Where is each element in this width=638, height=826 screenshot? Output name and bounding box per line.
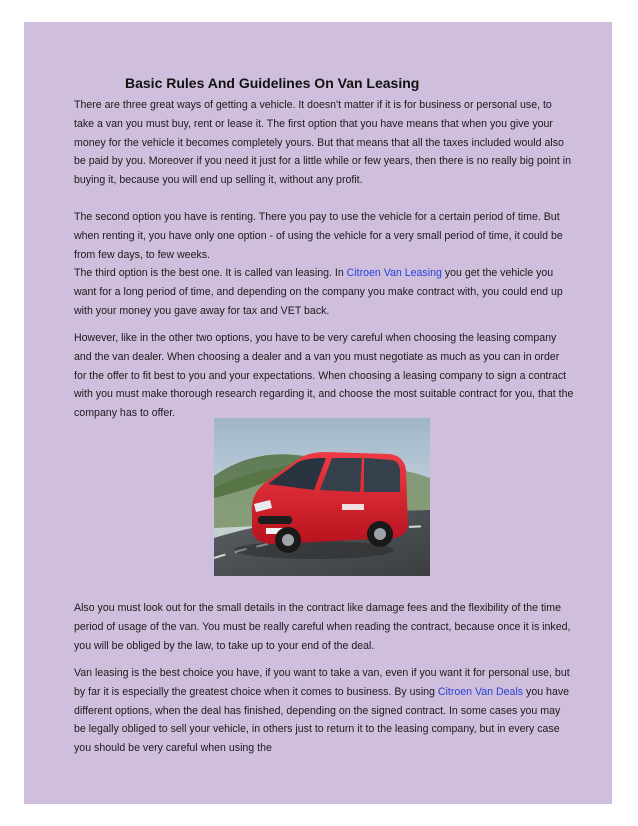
paragraph-6 <box>74 664 574 758</box>
citroen-van-leasing-link[interactable]: Citroen Van Leasing <box>346 267 442 279</box>
paragraph-5: Also you must look out for the small details in the contract like damage fees and the flexibility of the time period of usage of the van. You must be really careful when reading the contract, because once it is inked, you will be obliged by the law, to take up to your end of the deal. <box>74 602 571 652</box>
paragraph-6-text-end: you have different options, when the deal has finished, depending on the signed contract. In some cases you may be legally obliged to sell your vehicle, in others just to return it to the leasing company, but in every case you should be very careful when using the <box>74 685 570 755</box>
paragraph-3 <box>74 264 574 320</box>
document-title: Basic Rules And Guidelines On Van Leasing <box>125 75 420 91</box>
document-page <box>24 22 612 804</box>
paragraph-3-text-start: The third option is the best one. It is called van leasing. In <box>74 267 347 279</box>
van-photo <box>214 418 430 576</box>
paragraph-2: The second option you have is renting. There you pay to use the vehicle for a certain period of time. But when renting it, you have only one option - of using the vehicle for a very small period of time, it could be from few days, to few weeks. <box>74 211 563 261</box>
paragraph-3-text-end: you get the vehicle you want for a long period of time, and depending on the company you make contract with, you could end up with your money you gave away for tax and VET back. <box>74 267 563 317</box>
paragraph-6-text-start: Van leasing is the best choice you have, if you want to take a van, even if you want it for personal use, but by far it is especially the greatest choice when it comes to business. By using <box>74 667 570 698</box>
citroen-van-deals-link[interactable]: Citroen Van Deals <box>437 685 524 698</box>
paragraph-1: There are three great ways of getting a vehicle. It doesn't matter if it is for business or personal use, to take a van you must buy, rent or lease it. The first option that you have means that when you give your money for the vehicle it becomes completely yours. But that means that all the taxes included would also be paid by you. Moreover if you need it just for a little while or few years, then there is no really big point in buying it, because you will end up selling it, without any profit. <box>74 99 571 187</box>
paragraph-4: However, like in the other two options, you have to be very careful when choosing the leasing company and the van dealer. When choosing a dealer and a van you must negotiate as much as you can in order for the offer to fit best to you and your expectations. When choosing a leasing company to sign a contract with you must make thorough research regarding it, and choose the most suitable contract for you, that the company has to offer. <box>74 332 574 420</box>
